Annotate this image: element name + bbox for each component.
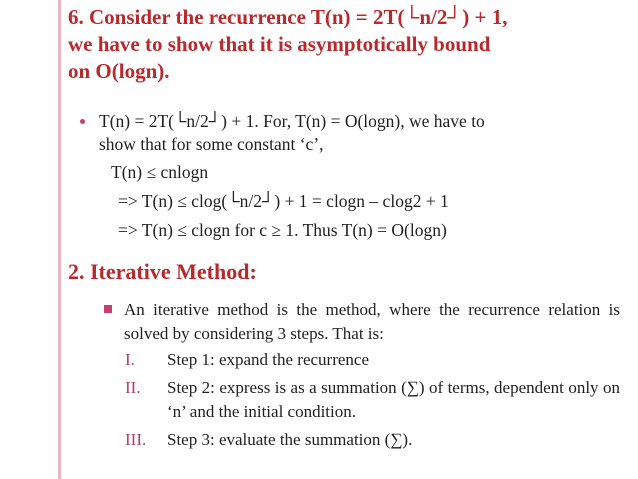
round-bullet-icon bbox=[80, 119, 85, 124]
step-text: Step 2: express is as a summation (∑) of terms, dependent only on ‘n’ and the initial condition. bbox=[167, 378, 620, 421]
sub-bullet-item bbox=[104, 298, 620, 346]
proof-bullet bbox=[78, 110, 623, 242]
left-accent-rule bbox=[58, 0, 61, 479]
step-item bbox=[125, 376, 620, 424]
slide-heading bbox=[68, 4, 620, 85]
heading-line-1: 6. Consider the recurrence T(n) = 2T(└n/2┘) + 1, bbox=[68, 5, 508, 29]
math-line-2: => T(n) ≤ clog(└n/2┘) + 1 = clogn – clog2 + 1 bbox=[118, 191, 449, 211]
step-number: I. bbox=[125, 350, 135, 369]
square-bullet-icon bbox=[104, 305, 112, 313]
step-number: III. bbox=[125, 430, 147, 449]
math-line-1: T(n) ≤ cnlogn bbox=[111, 162, 209, 182]
steps-list bbox=[125, 348, 620, 452]
bullet-line-2: show that for some constant ‘c’, bbox=[99, 134, 324, 154]
heading-line-3: on O(logn). bbox=[68, 59, 170, 83]
step-item bbox=[125, 428, 620, 452]
step-item bbox=[125, 348, 620, 372]
bullet-line-1: T(n) = 2T(└n/2┘) + 1. For, T(n) = O(logn), we have to bbox=[99, 111, 485, 131]
iterative-method-block bbox=[104, 298, 620, 456]
heading-line-2: we have to show that it is asymptotically bound bbox=[68, 32, 491, 56]
math-line-3: => T(n) ≤ clogn for c ≥ 1. Thus T(n) = O(logn) bbox=[118, 220, 447, 240]
step-number: II. bbox=[125, 378, 141, 397]
section-title: 2. Iterative Method: bbox=[68, 259, 257, 284]
step-text: Step 1: expand the recurrence bbox=[167, 350, 370, 369]
step-text: Step 3: evaluate the summation (∑). bbox=[167, 430, 413, 449]
bullet-item bbox=[78, 110, 623, 156]
method-description: An iterative method is the method, where the recurrence relation is solved by considering 3 steps. That is: bbox=[124, 300, 620, 343]
